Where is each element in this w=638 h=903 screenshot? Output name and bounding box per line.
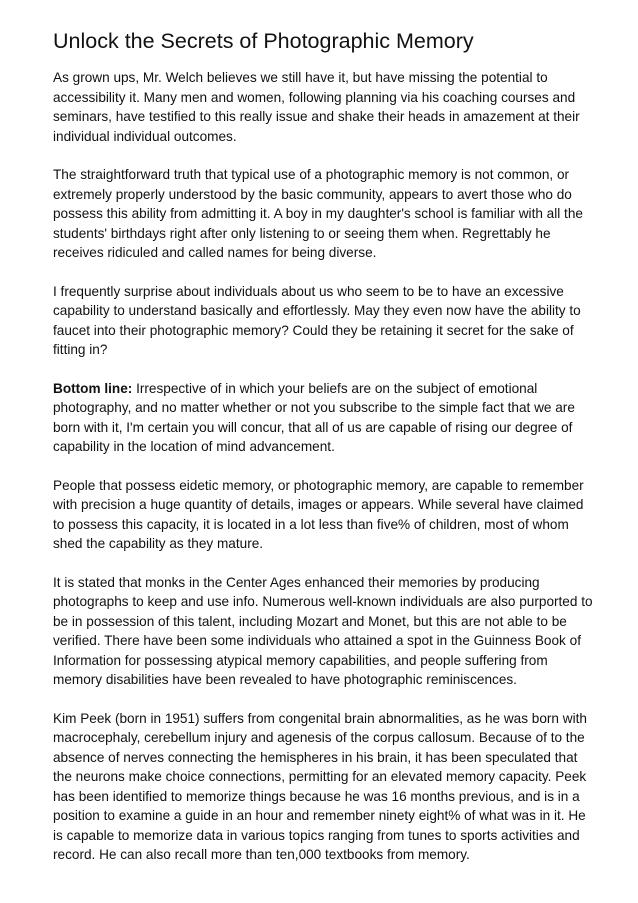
paragraph-3: I frequently surprise about individuals about us who seem to be to have an excessive capability to understand basically and effortlessly. May they even now have the ability to faucet into their photographic memory? Could they be retaining it secret for the sake of fitting in? xyxy=(53,283,581,357)
article-body xyxy=(53,68,593,884)
paragraph-4 xyxy=(53,379,593,457)
page-title: Unlock the Secrets of Photographic Memory xyxy=(53,29,474,53)
paragraph-1: As grown ups, Mr. Welch believes we still have it, but have missing the potential to accessibility it. Many men and women, following planning via his coaching courses and seminars, have testified to this really issue and shake their heads in amazement at their individual individual outcomes. xyxy=(53,70,580,144)
paragraph-6: It is stated that monks in the Center Ages enhanced their memories by producing photographs to keep and use info. Numerous well-known individuals are also purported to be in possession of this talent, including Mozart and Monet, but this are not able to be verified. There have been some individuals who attained a spot in the Guinness Book of Information for possessing atypical memory capabilities, and people suffering from memory disabilities have been revealed to have photographic reminiscences. xyxy=(53,574,593,687)
paragraph-5: People that possess eidetic memory, or photographic memory, are capable to remember with precision a huge quantity of details, images or appears. While several have claimed to possess this capacity, it is located in a lot less than five% of children, most of whom shed the capability as they mature. xyxy=(53,477,584,551)
bottom-line-text: Irrespective of in which your beliefs are on the subject of emotional photography, and no matter whether or not you subscribe to the simple fact that we are born with it, I'm certain you will concur, that all of us are capable of rising our degree of capability in the location of mind advancement. xyxy=(53,380,575,454)
bottom-line-lead: Bottom line: xyxy=(53,380,133,396)
paragraph-7: Kim Peek (born in 1951) suffers from congenital brain abnormalities, as he was born with macrocephaly, cerebellum injury and agenesis of the corpus callosum. Because of to the absence of nerves connecting the hemispheres in his brain, it has been speculated that the neurons make choice connections, permitting for an elevated memory capacity. Peek has been identified to memorize things because he was 16 months previous, and is in a position to examine a guide in an hour and remember ninety eight% of what was in it. He is capable to memorize data in various topics ranging from tunes to sports activities and record. He can also recall more than ten,000 textbooks from memory. xyxy=(53,710,587,862)
paragraph-2: The straightforward truth that typical use of a photographic memory is not common, or extremely properly understood by the basic community, appears to avert those who do possess this ability from admitting it. A boy in my daughter's school is familiar with all the students' birthdays right after only listening to or seeing them when. Regrettably he receives ridiculed and called names for being diverse. xyxy=(53,167,583,260)
